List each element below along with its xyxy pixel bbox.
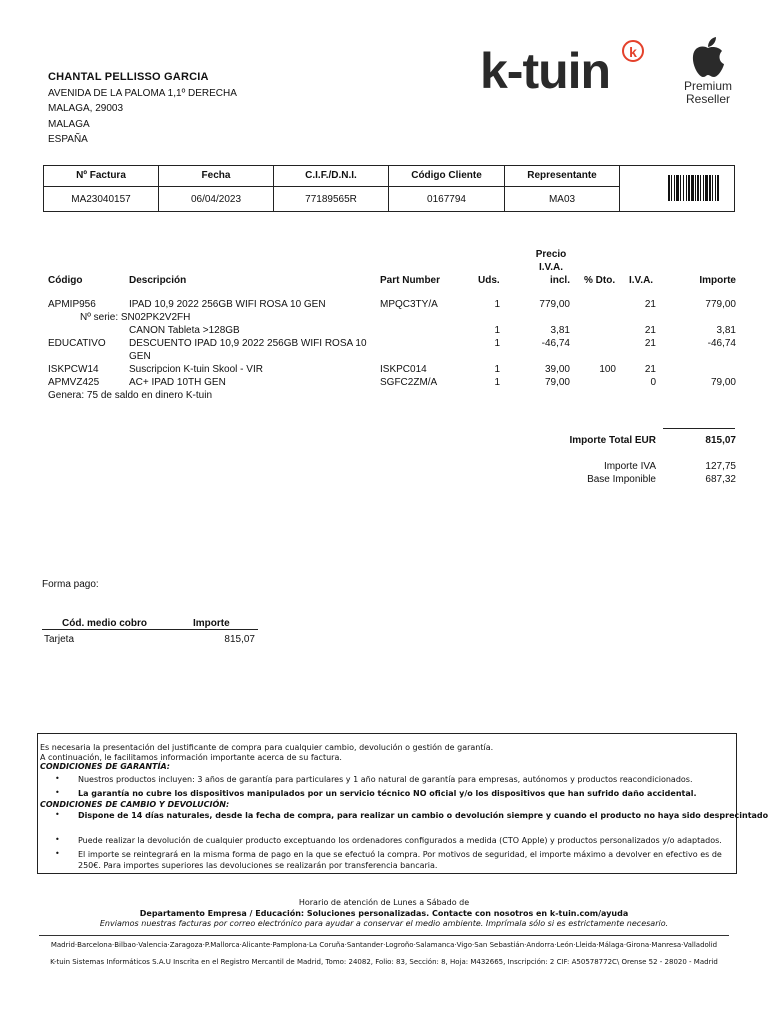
item-code: EDUCATIVO: [48, 338, 106, 349]
footer-hours: Horario de atención de Lunes a Sábado de: [298, 898, 470, 907]
customer-code-label: Código Cliente: [389, 166, 504, 187]
item-vat: 21: [644, 299, 656, 310]
taxable-base-label: Base Imponible: [587, 474, 656, 485]
tax-id-label: C.I.F./D.N.I.: [274, 166, 388, 187]
bullet: •: [55, 774, 60, 783]
item-vat: 21: [644, 364, 656, 375]
representative-cell: [505, 166, 620, 211]
vat-amount-value: 127,75: [705, 461, 736, 472]
exchange-item-1: Dispone de 14 días naturales, desde la fecha de compra, para realizar un cambio o devolución siempre y cuando el producto no haya sido desprecintado: [78, 811, 768, 820]
item-price: 39,00: [544, 364, 570, 375]
customer-name: CHANTAL PELLISSO GARCIA: [48, 71, 209, 83]
apple-premium-reseller-logo: [676, 36, 740, 116]
payment-divider: [42, 629, 258, 630]
item-units: 1: [494, 377, 500, 388]
guarantee-item-1: Nuestros productos incluyen: 3 años de garantía para particulares y 1 año natural de garantía para empresas, autónomos y productos reacondicionados.: [78, 775, 693, 784]
customer-country: ESPAÑA: [48, 134, 88, 145]
col-header-codigo: Código: [48, 275, 83, 286]
ktuin-logo-badge: k: [622, 40, 644, 62]
item-description: DESCUENTO IPAD 10,9 2022 256GB WIFI ROSA 10: [129, 338, 367, 349]
bullet: •: [55, 849, 60, 858]
exchange-title: CONDICIONES DE CAMBIO Y DEVOLUCIÓN:: [40, 800, 230, 809]
conditions-intro-2: A continuación, le facilitamos información importante acerca de su factura.: [40, 753, 342, 762]
col-header-iva: I.V.A.: [629, 275, 654, 286]
col-header-precio-line3: incl.: [549, 275, 570, 286]
item-description: CANON Tableta >128GB: [129, 325, 240, 336]
footer-cities: Madrid·Barcelona·Bilbao·Valencia·Zaragoza·P.Mallorca·Alicante·Pamplona·La Coruña·Santander·Logroño·Salamanca·Vigo·San Sebastián·Andorra·León·Lleida·Málaga·Girona·Manresa·Valladolid: [50, 941, 718, 949]
guarantee-title: CONDICIONES DE GARANTÍA:: [40, 762, 171, 771]
representative-value: MA03: [548, 194, 576, 205]
vat-amount-label: Importe IVA: [603, 461, 656, 472]
tax-id-value: 77189565R: [305, 194, 357, 205]
item-price: 3,81: [550, 325, 570, 336]
item-code: APMVZ425: [48, 377, 100, 388]
exchange-item-2: Puede realizar la devolución de cualquier producto exceptuando los ordenadores configurados a medida (CTO Apple) y productos personalizados y/o adaptados.: [78, 836, 722, 845]
barcode: [668, 175, 730, 201]
footer-legal: K-tuin Sistemas Informáticos S.A.U Inscrita en el Registro Mercantil de Madrid, Tomo: 24082, Folio: 83, Sección: 8, Hoja: M432665, Inscripción: 2 CIF: A50578772C\ Orense 52 - 28020 - Madrid: [50, 958, 718, 966]
payment-method: Tarjeta: [44, 634, 75, 645]
item-description: AC+ IPAD 10TH GEN: [129, 377, 226, 388]
customer-code-cell: [389, 166, 505, 211]
conditions-box: [37, 733, 768, 874]
invoice-number-value: MA23040157: [71, 194, 131, 205]
item-amount: 779,00: [705, 299, 736, 310]
invoice-date-cell: [159, 166, 274, 211]
tax-id-cell: [274, 166, 389, 211]
item-part-number: SGFC2ZM/A: [380, 377, 438, 388]
bullet: •: [55, 788, 60, 797]
item-description-continued: GEN: [129, 351, 151, 362]
col-header-part-number: Part Number: [380, 275, 441, 286]
item-description: Suscripcion K-tuin Skool - VIR: [129, 364, 263, 375]
customer-city-zip: MALAGA, 29003: [48, 103, 124, 114]
reseller-label: Reseller: [685, 92, 730, 106]
item-description: IPAD 10,9 2022 256GB WIFI ROSA 10 GEN: [129, 299, 326, 310]
footer-eco-note: Enviamos nuestras facturas por correo electrónico para ayudar a conservar el medio ambiente. Imprímala sólo si es estrictamente necesario.: [99, 919, 669, 928]
customer-address-block: [48, 70, 237, 148]
item-units: 1: [494, 299, 500, 310]
item-code: APMIP956: [48, 299, 96, 310]
item-discount: 100: [599, 364, 616, 375]
bullet: •: [55, 835, 60, 844]
item-units: 1: [494, 325, 500, 336]
payment-col-method: Cód. medio cobro: [62, 618, 147, 629]
item-price: -46,74: [541, 338, 570, 349]
conditions-intro-1: Es necesaria la presentación del justificante de compra para cualquier cambio, devolución o gestión de garantía.: [40, 743, 494, 752]
footer-department: Departamento Empresa / Educación: Soluciones personalizadas. Contacte con nosotros en k-tuin.com/ayuda: [139, 909, 629, 918]
item-vat: 0: [650, 377, 656, 388]
totals-divider: [663, 428, 735, 429]
exchange-item-3-line2: 250€. Para importes superiores las devoluciones se realizarán por transferencia bancaria.: [78, 861, 438, 870]
invoice-number-cell: [44, 166, 159, 211]
total-label: Importe Total EUR: [569, 435, 656, 446]
col-header-precio: [526, 248, 576, 274]
col-header-dto: % Dto.: [584, 275, 616, 286]
representative-label: Representante: [505, 166, 619, 187]
invoice-date-label: Fecha: [159, 166, 273, 187]
item-part-number: MPQC3TY/A: [380, 299, 438, 310]
item-units: 1: [494, 338, 500, 349]
genera-note: Genera: 75 de saldo en dinero K-tuin: [48, 390, 212, 401]
ktuin-logo-word: k-tuin: [480, 43, 611, 99]
customer-province: MALAGA: [48, 118, 90, 130]
ktuin-logo: [480, 40, 650, 110]
payment-title: Forma pago:: [42, 579, 99, 590]
item-amount: -46,74: [707, 338, 736, 349]
item-part-number: ISKPC014: [380, 364, 427, 375]
col-header-importe: Importe: [699, 275, 736, 286]
premium-label: Premium: [683, 79, 732, 93]
item-vat: 21: [644, 325, 656, 336]
item-price: 779,00: [539, 299, 570, 310]
guarantee-item-2: La garantía no cubre los dispositivos manipulados por un servicio técnico NO oficial y/o los dispositivos que han sufrido daño accidental.: [78, 789, 697, 798]
total-value: 815,07: [705, 435, 736, 446]
item-units: 1: [494, 364, 500, 375]
item-price: 79,00: [544, 377, 570, 388]
footer-divider: [39, 935, 729, 936]
apple-icon: [690, 36, 726, 80]
col-header-precio-line1: Precio: [535, 249, 567, 260]
invoice-number-label: Nº Factura: [44, 166, 158, 187]
customer-code-value: 0167794: [427, 194, 466, 205]
exchange-item-3-line1: El importe se reintegrará en la misma forma de pago en la que se efectuó la compra. Por motivos de seguridad, el importe máximo a devolver en efectivo es de: [78, 850, 722, 859]
invoice-info-table: [43, 165, 735, 212]
taxable-base-value: 687,32: [705, 474, 736, 485]
invoice-date-value: 06/04/2023: [190, 194, 242, 205]
customer-address: AVENIDA DE LA PALOMA 1,1º DERECHA: [48, 87, 237, 99]
bullet: •: [55, 810, 60, 819]
col-header-precio-line2: I.V.A.: [538, 262, 564, 273]
col-header-uds: Uds.: [478, 275, 500, 286]
serial-number: Nº serie: SN02PK2V2FH: [80, 312, 191, 323]
item-vat: 21: [644, 338, 656, 349]
item-amount: 79,00: [710, 377, 736, 388]
payment-col-amount: Importe: [193, 618, 230, 629]
item-amount: 3,81: [716, 325, 736, 336]
item-code: ISKPCW14: [48, 364, 99, 375]
col-header-descripcion: Descripción: [129, 275, 187, 286]
payment-amount: 815,07: [224, 634, 255, 645]
